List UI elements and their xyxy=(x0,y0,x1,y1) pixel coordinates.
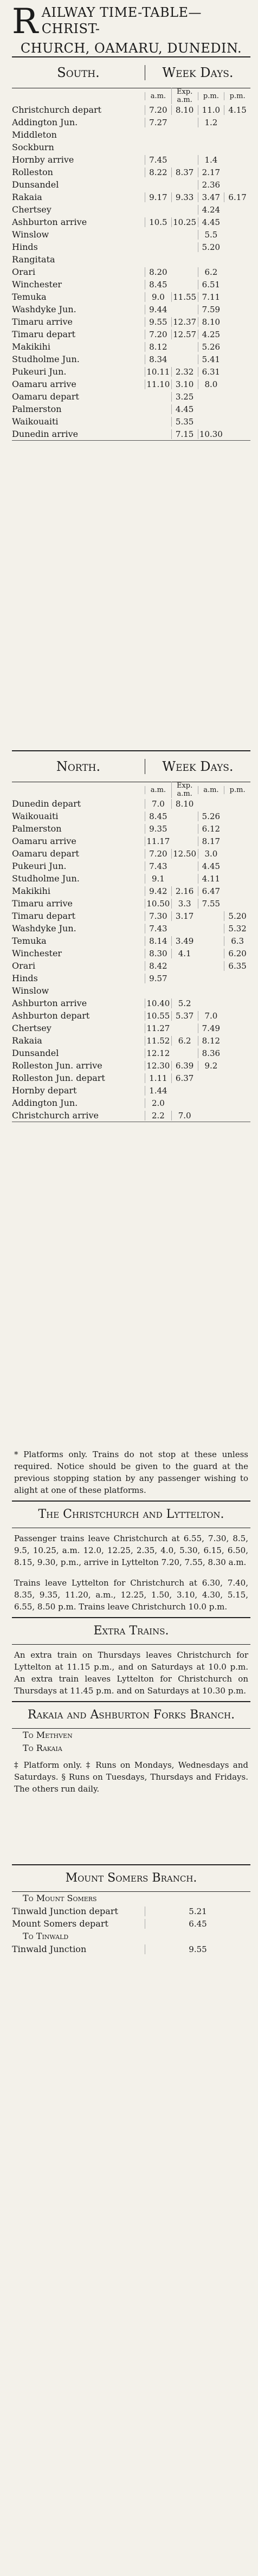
station-name: Ashburton depart xyxy=(12,1010,90,1021)
rakaia-heading: Rakaia and Ashburton Forks Branch. xyxy=(12,1701,250,1729)
mount-section xyxy=(12,1892,250,2027)
time-cell: 6.39 xyxy=(171,1061,198,1071)
station-name: Rakaia xyxy=(12,192,42,202)
table-row xyxy=(12,116,250,128)
mount-heading: Mount Somers Branch. xyxy=(12,1864,250,1892)
time-cell: 8.30 xyxy=(145,949,171,958)
station-name: Orari xyxy=(12,961,36,971)
column-header: p.m. xyxy=(224,786,250,794)
table-row xyxy=(12,872,250,885)
time-cell: 4.45 xyxy=(198,217,224,227)
time-cell: 9.0 xyxy=(145,292,171,302)
table-row xyxy=(12,228,250,241)
time-cell: 1.44 xyxy=(145,1086,171,1096)
station-name: Timaru depart xyxy=(12,329,76,339)
time-cell: 1.4 xyxy=(198,155,224,165)
time-cell: 9.44 xyxy=(145,305,171,314)
time-cell: 8.10 xyxy=(171,105,198,115)
time-cell: 6.31 xyxy=(198,367,224,377)
time-cell: 5.41 xyxy=(198,355,224,364)
time-cell: 12.30 xyxy=(145,1061,171,1071)
time-cell: 9.1 xyxy=(145,874,171,884)
table-row xyxy=(12,1047,250,1059)
column-header: p.m. xyxy=(224,92,250,100)
north-column-headers xyxy=(12,782,250,797)
time-cell: 5.37 xyxy=(171,1011,198,1021)
table-row xyxy=(12,141,250,153)
time-cell: 2.0 xyxy=(145,1098,171,1108)
time-cell: 5.2 xyxy=(171,999,198,1008)
to-tinwald: To Tinwald xyxy=(23,1931,69,1941)
time-cell: 7.30 xyxy=(145,911,171,921)
table-row xyxy=(12,241,250,253)
time-cell: 11.10 xyxy=(145,379,171,389)
table-row xyxy=(12,128,250,141)
time-cell: 7.43 xyxy=(145,924,171,933)
lyttelton-heading: The Christchurch and Lyttelton. xyxy=(12,1500,250,1528)
table-row xyxy=(12,428,250,440)
station-name: Oamaru arrive xyxy=(12,836,76,846)
station-name: Waikouaiti xyxy=(12,416,59,427)
time-cell: 6.17 xyxy=(224,192,250,202)
time-cell: 11.55 xyxy=(171,292,198,302)
to-somers: To Mount Somers xyxy=(23,1893,97,1903)
table-row xyxy=(12,860,250,872)
station-name: Winchester xyxy=(12,279,62,289)
south-days: Week Days. xyxy=(145,65,250,80)
time-cell: 1.11 xyxy=(145,1073,171,1083)
time-cell: 9.57 xyxy=(145,974,171,983)
station-name: Washdyke Jun. xyxy=(12,923,76,933)
table-row xyxy=(12,415,250,428)
time-cell: 11.27 xyxy=(145,1023,171,1033)
time-cell: 5.26 xyxy=(198,342,224,352)
time-cell: 4.24 xyxy=(198,205,224,215)
station-name: Winslow xyxy=(12,229,49,240)
mount-row-3-time: 9.55 xyxy=(145,1944,250,1954)
time-cell: 4.11 xyxy=(198,874,224,884)
station-name: Orari xyxy=(12,267,36,277)
time-cell: 5.32 xyxy=(224,924,250,933)
table-row xyxy=(12,1059,250,1072)
mount-row-3-station: Tinwald Junction xyxy=(12,1944,87,1954)
time-cell: 10.50 xyxy=(145,899,171,909)
station-name: Dunedin arrive xyxy=(12,429,79,439)
time-cell: 2.36 xyxy=(198,180,224,190)
table-row xyxy=(12,315,250,328)
time-cell: 11.17 xyxy=(145,836,171,846)
time-cell: 6.35 xyxy=(224,961,250,971)
rakaia-section xyxy=(12,1729,250,1864)
mount-row-3 xyxy=(12,1943,250,1955)
time-cell: 12.57 xyxy=(171,330,198,339)
table-row xyxy=(12,935,250,947)
time-cell: 8.20 xyxy=(145,267,171,277)
timetable-title xyxy=(12,4,250,56)
mount-row-1-time: 5.21 xyxy=(145,1907,250,1916)
station-name: Sockburn xyxy=(12,142,54,152)
table-row xyxy=(12,1034,250,1047)
station-name: Pukeuri Jun. xyxy=(12,366,67,377)
south-column-headers xyxy=(12,88,250,104)
table-row xyxy=(12,847,250,860)
south-header xyxy=(12,56,250,88)
table-row xyxy=(12,253,250,266)
station-name: Middleton xyxy=(12,130,57,140)
station-name: Timaru arrive xyxy=(12,317,73,327)
time-cell: 8.10 xyxy=(198,317,224,327)
extra-trains-heading: Extra Trains. xyxy=(12,1617,250,1645)
south-section xyxy=(12,56,250,750)
table-row xyxy=(12,1097,250,1109)
table-row xyxy=(12,153,250,166)
table-row xyxy=(12,104,250,116)
time-cell: 10.55 xyxy=(145,1011,171,1021)
time-cell: 4.25 xyxy=(198,330,224,339)
time-cell: 12.37 xyxy=(171,317,198,327)
north-table xyxy=(12,797,250,1122)
table-row xyxy=(12,328,250,340)
time-cell: 11.0 xyxy=(198,105,224,115)
time-cell: 7.20 xyxy=(145,105,171,115)
time-cell: 9.35 xyxy=(145,824,171,834)
south-table xyxy=(12,104,250,441)
time-cell: 8.36 xyxy=(198,1048,224,1058)
time-cell: 7.20 xyxy=(145,849,171,859)
table-row xyxy=(12,959,250,972)
time-cell: 6.3 xyxy=(224,936,250,946)
north-section xyxy=(12,750,250,1444)
column-header: a.m. xyxy=(145,92,171,100)
station-name: Hinds xyxy=(12,242,38,252)
mount-row-1-station: Tinwald Junction depart xyxy=(12,1906,118,1916)
time-cell: 3.49 xyxy=(171,936,198,946)
table-row xyxy=(12,1009,250,1022)
column-header: Exp. a.m. xyxy=(171,782,198,798)
column-header: p.m. xyxy=(198,92,224,100)
title-initial: R xyxy=(12,2,38,42)
station-name: Rolleston Jun. depart xyxy=(12,1073,105,1083)
table-row xyxy=(12,984,250,997)
title-line1: AILWAY TIME-TABLE—CHRIST- xyxy=(41,5,202,36)
station-name: Hornby depart xyxy=(12,1085,77,1096)
trains-note-2: Trains leave Lyttelton for Christchurch at 6.30, 7.40, 8.35, 9.35, 11.20, a.m., 12.25, 1.50, 3.10, 4.30, 5.15, 6.55, 8.50 p.m. Trains leave Christchurch 10.0 p.m. xyxy=(14,1578,248,1612)
time-cell: 8.45 xyxy=(145,812,171,821)
time-cell: 7.59 xyxy=(198,305,224,314)
table-row xyxy=(12,1022,250,1034)
table-row xyxy=(12,810,250,822)
time-cell: 8.12 xyxy=(145,342,171,352)
station-name: Addington Jun. xyxy=(12,1098,78,1108)
to-methven: To Methven xyxy=(23,1730,73,1740)
station-name: Chertsey xyxy=(12,204,51,215)
time-cell: 5.20 xyxy=(224,911,250,921)
station-name: Timaru arrive xyxy=(12,898,73,909)
mount-row-2-time: 6.45 xyxy=(145,1919,250,1929)
station-name: Dunsandel xyxy=(12,179,59,190)
rakaia-notes: ‡ Platform only. ‡ Runs on Mondays, Wednesdays and Saturdays. § Runs on Tuesdays, Thursdays and Fridays. The others run daily. xyxy=(14,1760,248,1794)
table-row xyxy=(12,191,250,203)
station-name: Christchurch depart xyxy=(12,105,102,115)
column-header: a.m. xyxy=(198,786,224,794)
time-cell: 3.17 xyxy=(171,911,198,921)
station-name: Oamaru depart xyxy=(12,391,79,402)
station-name: Temuka xyxy=(12,936,47,946)
station-name: Makikihi xyxy=(12,886,50,896)
table-row xyxy=(12,278,250,291)
station-name: Waikouaiti xyxy=(12,811,59,821)
time-cell: 7.43 xyxy=(145,861,171,871)
table-row xyxy=(12,822,250,835)
station-name: Ashburton arrive xyxy=(12,998,87,1008)
table-row xyxy=(12,365,250,378)
station-name: Studholme Jun. xyxy=(12,873,80,884)
station-name: Christchurch arrive xyxy=(12,1110,99,1120)
north-days: Week Days. xyxy=(145,759,250,774)
table-row xyxy=(12,216,250,228)
station-name: Hinds xyxy=(12,973,38,983)
table-row xyxy=(12,166,250,178)
time-cell: 5.20 xyxy=(198,242,224,252)
time-cell: 10.11 xyxy=(145,367,171,377)
time-cell: 9.2 xyxy=(198,1061,224,1071)
time-cell: 7.0 xyxy=(171,1111,198,1120)
extra-trains-note: An extra train on Thursdays leaves Christchurch for Lyttelton at 11.15 p.m., and on Saturdays at 10.0 p.m. An extra train leaves Lyttelton for Christchurch on Thursdays at 11.45 p.m. and on Saturdays at 10.30 p.m. xyxy=(14,1650,248,1696)
station-name: Makikihi xyxy=(12,342,50,352)
table-row xyxy=(12,340,250,353)
north-dir: North. xyxy=(56,759,101,774)
time-cell: 8.34 xyxy=(145,355,171,364)
station-name: Dunsandel xyxy=(12,1048,59,1058)
station-name: Addington Jun. xyxy=(12,117,78,127)
time-cell: 2.32 xyxy=(171,367,198,377)
to-rakaia: To Rakaia xyxy=(23,1743,62,1753)
table-row xyxy=(12,922,250,935)
table-row xyxy=(12,266,250,278)
station-name: Rakaia xyxy=(12,1035,42,1046)
table-row xyxy=(12,203,250,216)
time-cell: 6.2 xyxy=(171,1036,198,1046)
time-cell: 4.45 xyxy=(171,404,198,414)
mount-row-2 xyxy=(12,1917,250,1930)
time-cell: 8.10 xyxy=(171,799,198,809)
time-cell: 10.25 xyxy=(171,217,198,227)
table-row xyxy=(12,1109,250,1122)
table-row xyxy=(12,178,250,191)
time-cell: 7.20 xyxy=(145,330,171,339)
station-name: Rolleston Jun. arrive xyxy=(12,1060,102,1071)
table-row xyxy=(12,390,250,403)
time-cell: 9.42 xyxy=(145,886,171,896)
north-header xyxy=(12,750,250,782)
platform-note: * Platforms only. Trains do not stop at these unless required. Notice should be given to the guard at the previous stopping station by any passenger wishing to alight at one of these platforms. xyxy=(14,1450,248,1495)
time-cell: 3.3 xyxy=(171,899,198,909)
mount-row-1 xyxy=(12,1905,250,1917)
time-cell: 8.14 xyxy=(145,936,171,946)
mount-row-2-station: Mount Somers depart xyxy=(12,1918,108,1929)
time-cell: 3.25 xyxy=(171,392,198,402)
time-cell: 7.45 xyxy=(145,155,171,165)
table-row xyxy=(12,897,250,910)
station-name: Temuka xyxy=(12,292,47,302)
column-header: Exp. a.m. xyxy=(171,88,198,104)
time-cell: 7.27 xyxy=(145,118,171,127)
time-cell: 12.12 xyxy=(145,1048,171,1058)
time-cell: 6.2 xyxy=(198,267,224,277)
table-row xyxy=(12,403,250,415)
time-cell: 4.45 xyxy=(198,861,224,871)
time-cell: 9.33 xyxy=(171,192,198,202)
title-line2: CHURCH, OAMARU, DUNEDIN. xyxy=(20,41,242,56)
table-row xyxy=(12,353,250,365)
station-name: Rangitata xyxy=(12,254,55,265)
time-cell: 10.40 xyxy=(145,999,171,1008)
table-row xyxy=(12,303,250,315)
station-name: Ashburton arrive xyxy=(12,217,87,227)
station-name: Pukeuri Jun. xyxy=(12,861,67,871)
time-cell: 7.11 xyxy=(198,292,224,302)
south-dir: South. xyxy=(57,65,100,80)
table-row xyxy=(12,997,250,1009)
time-cell: 6.51 xyxy=(198,280,224,289)
table-row xyxy=(12,797,250,810)
time-cell: 7.15 xyxy=(171,429,198,439)
station-name: Hornby arrive xyxy=(12,154,74,165)
station-name: Timaru depart xyxy=(12,911,76,921)
time-cell: 8.0 xyxy=(198,379,224,389)
time-cell: 2.17 xyxy=(198,168,224,177)
station-name: Winslow xyxy=(12,986,49,996)
time-cell: 3.10 xyxy=(171,379,198,389)
time-cell: 5.26 xyxy=(198,812,224,821)
time-cell: 3.0 xyxy=(198,849,224,859)
table-row xyxy=(12,1072,250,1084)
time-cell: 8.42 xyxy=(145,961,171,971)
time-cell: 8.37 xyxy=(171,168,198,177)
table-row xyxy=(12,378,250,390)
station-name: Oamaru depart xyxy=(12,848,79,859)
time-cell: 3.47 xyxy=(198,192,224,202)
time-cell: 7.0 xyxy=(198,1011,224,1021)
time-cell: 6.20 xyxy=(224,949,250,958)
table-row xyxy=(12,947,250,959)
time-cell: 4.1 xyxy=(171,949,198,958)
table-row xyxy=(12,291,250,303)
time-cell: 10.5 xyxy=(145,217,171,227)
time-cell: 4.15 xyxy=(224,105,250,115)
time-cell: 11.52 xyxy=(145,1036,171,1046)
station-name: Washdyke Jun. xyxy=(12,304,76,314)
time-cell: 8.17 xyxy=(198,836,224,846)
station-name: Palmerston xyxy=(12,823,62,834)
table-row xyxy=(12,1084,250,1097)
time-cell: 6.47 xyxy=(198,886,224,896)
time-cell: 5.5 xyxy=(198,230,224,240)
time-cell: 9.17 xyxy=(145,192,171,202)
table-row xyxy=(12,972,250,984)
time-cell: 5.35 xyxy=(171,417,198,427)
station-name: Oamaru arrive xyxy=(12,379,76,389)
trains-note-1: Passenger trains leave Christchurch at 6.55, 7.30, 8.5, 9.5, 10.25, a.m. 12.0, 12.25, 2.35, 4.0, 5.30, 6.15, 6.50, 8.15, 9.30, p.m., arrive in Lyttelton 7.20, 7.55, 8.30 a.m. xyxy=(14,1534,248,1567)
station-name: Rolleston xyxy=(12,167,53,177)
column-header: a.m. xyxy=(145,786,171,794)
table-row xyxy=(12,885,250,897)
time-cell: 2.2 xyxy=(145,1111,171,1120)
table-row xyxy=(12,835,250,847)
station-name: Chertsey xyxy=(12,1023,51,1033)
station-name: Studholme Jun. xyxy=(12,354,80,364)
time-cell: 2.16 xyxy=(171,886,198,896)
time-cell: 8.45 xyxy=(145,280,171,289)
timetable-page xyxy=(0,4,258,2576)
station-name: Palmerston xyxy=(12,404,62,414)
time-cell: 8.12 xyxy=(198,1036,224,1046)
time-cell: 7.0 xyxy=(145,799,171,809)
time-cell: 7.49 xyxy=(198,1023,224,1033)
time-cell: 7.55 xyxy=(198,899,224,909)
station-name: Dunedin depart xyxy=(12,798,81,809)
time-cell: 8.22 xyxy=(145,168,171,177)
time-cell: 9.55 xyxy=(145,317,171,327)
time-cell: 12.50 xyxy=(171,849,198,859)
time-cell: 1.2 xyxy=(198,118,224,127)
time-cell: 6.12 xyxy=(198,824,224,834)
table-row xyxy=(12,910,250,922)
time-cell: 6.37 xyxy=(171,1073,198,1083)
station-name: Winchester xyxy=(12,948,62,958)
time-cell: 10.30 xyxy=(198,429,224,439)
